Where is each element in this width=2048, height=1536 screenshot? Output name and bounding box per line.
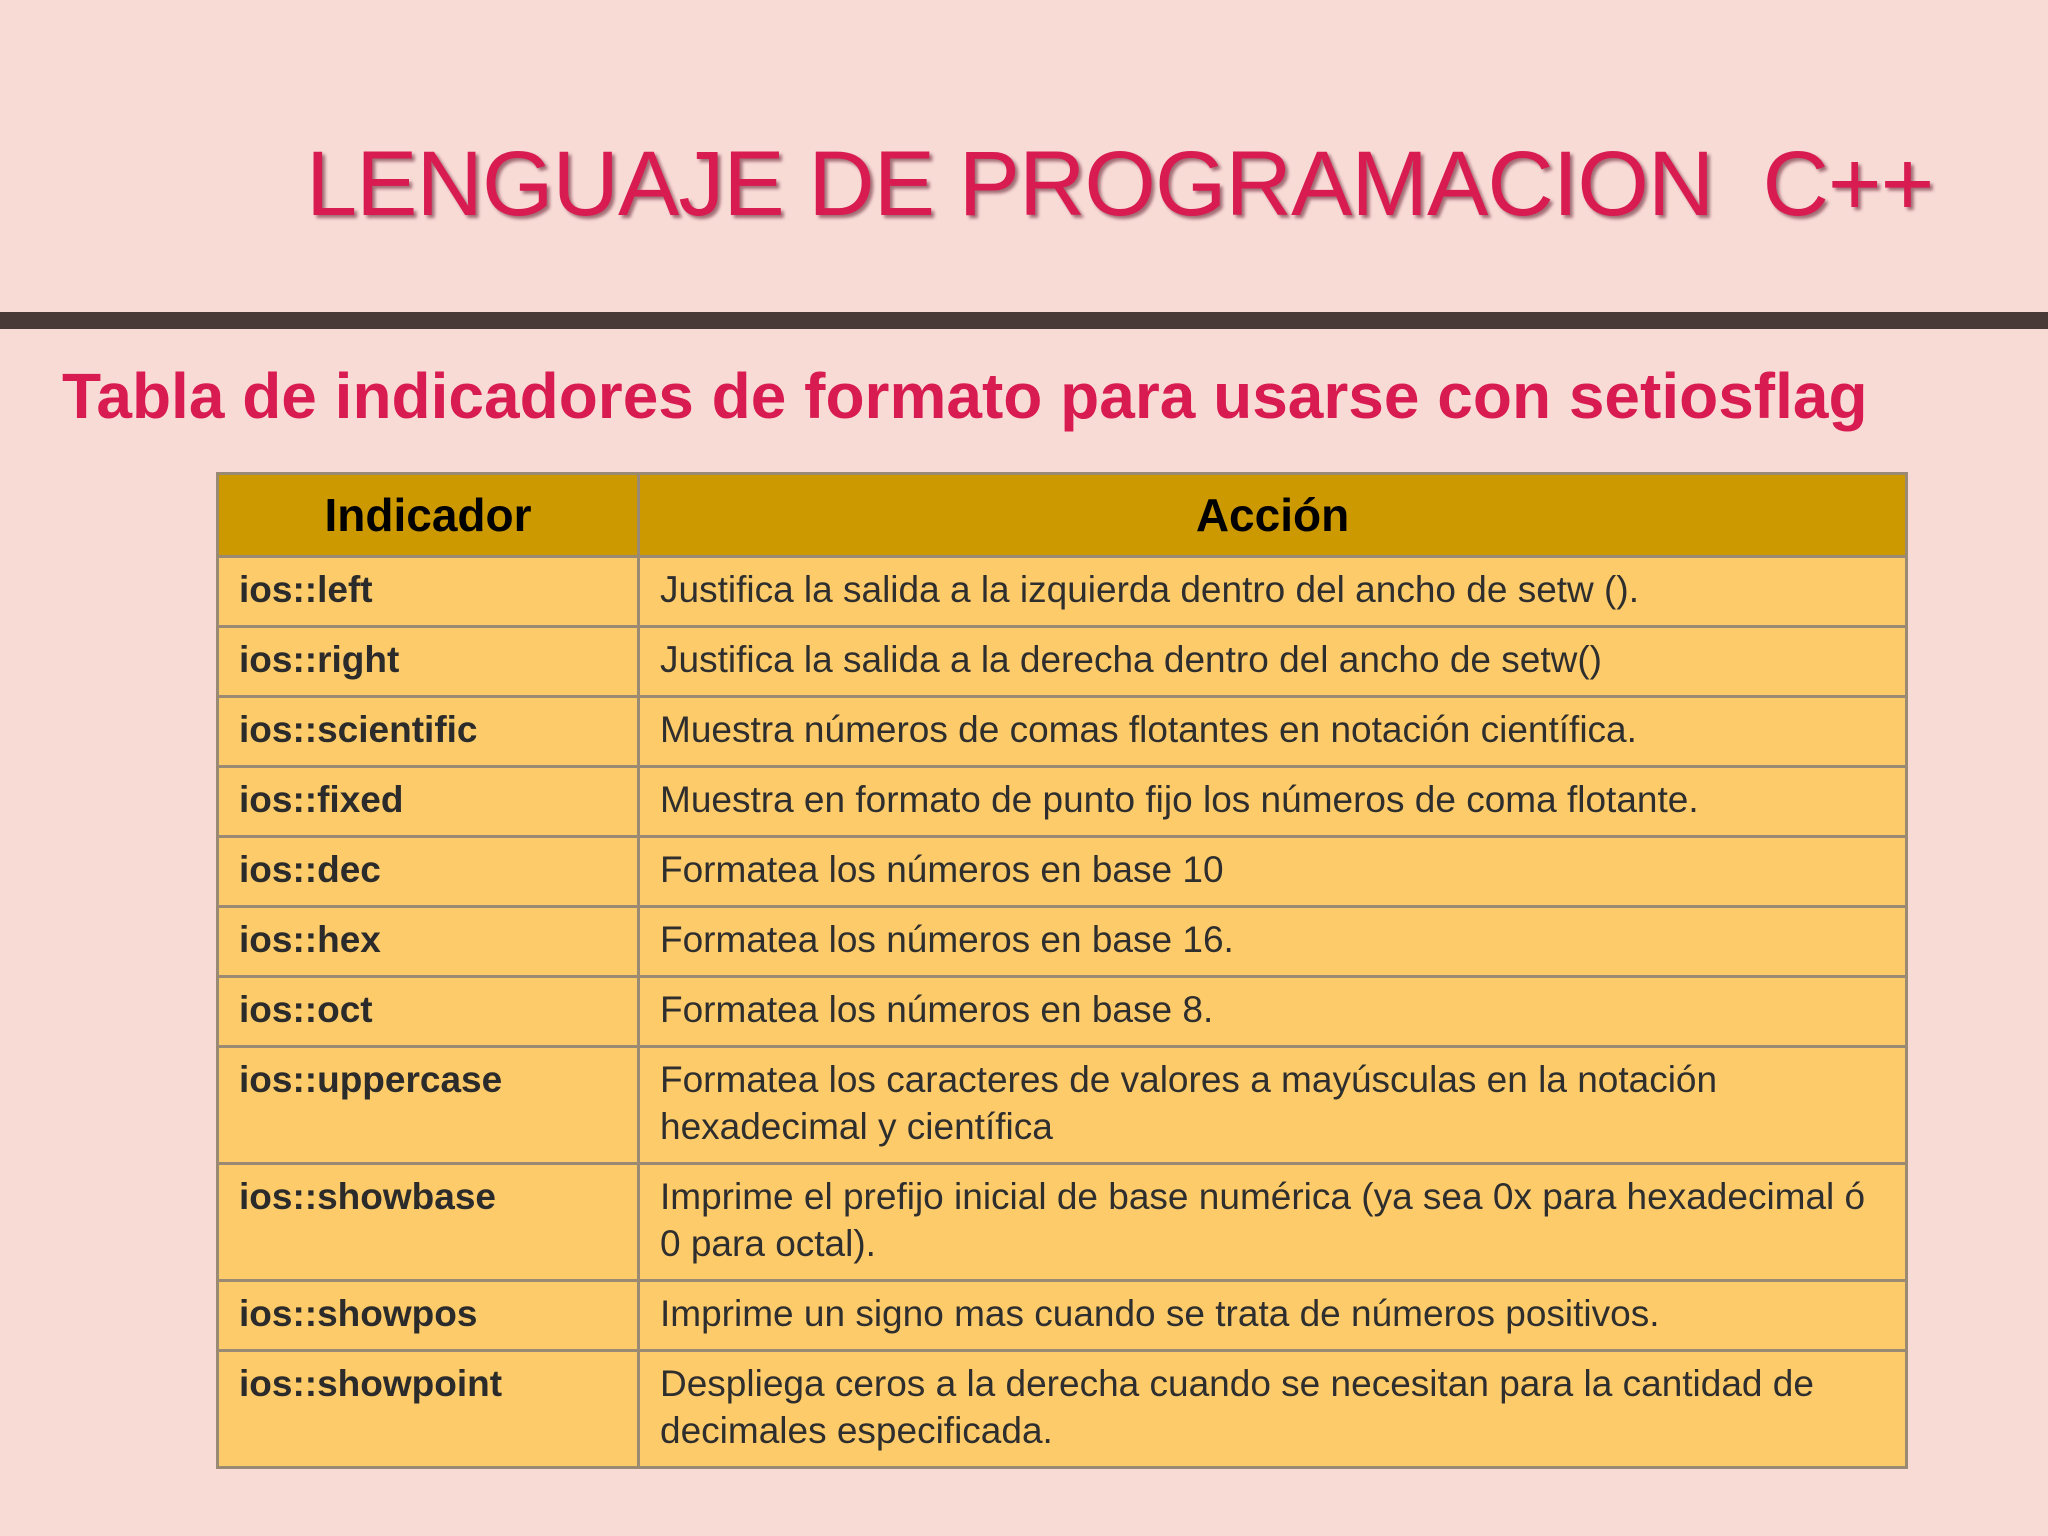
indicator-cell: ios::uppercase <box>218 1047 639 1164</box>
table-row <box>218 627 1907 697</box>
table-header-row <box>218 474 1907 557</box>
table-row <box>218 557 1907 627</box>
title-divider <box>0 312 2048 329</box>
table-heading: Tabla de indicadores de formato para usarse con setiosflag <box>62 360 1868 432</box>
table-row <box>218 697 1907 767</box>
action-cell: Formatea los números en base 8. <box>639 977 1907 1047</box>
indicator-cell: ios::showpos <box>218 1281 639 1351</box>
table-row <box>218 1164 1907 1281</box>
indicator-cell: ios::fixed <box>218 767 639 837</box>
table-row <box>218 1281 1907 1351</box>
action-cell: Imprime el prefijo inicial de base numérica (ya sea 0x para hexadecimal ó 0 para octal). <box>639 1164 1907 1281</box>
indicator-cell: ios::dec <box>218 837 639 907</box>
action-cell: Muestra en formato de punto fijo los números de coma flotante. <box>639 767 1907 837</box>
indicator-cell: ios::hex <box>218 907 639 977</box>
indicator-cell: ios::showbase <box>218 1164 639 1281</box>
header-accion: Acción <box>639 474 1907 557</box>
indicator-cell: ios::left <box>218 557 639 627</box>
indicator-cell: ios::right <box>218 627 639 697</box>
action-cell: Imprime un signo mas cuando se trata de números positivos. <box>639 1281 1907 1351</box>
action-cell: Formatea los números en base 16. <box>639 907 1907 977</box>
table-row <box>218 1351 1907 1468</box>
table-row <box>218 907 1907 977</box>
slide-title: LENGUAJE DE PROGRAMACION C++ <box>306 133 1934 235</box>
action-cell: Justifica la salida a la izquierda dentro del ancho de setw (). <box>639 557 1907 627</box>
table-row <box>218 837 1907 907</box>
table-row <box>218 1047 1907 1164</box>
table-row <box>218 767 1907 837</box>
action-cell: Justifica la salida a la derecha dentro del ancho de setw() <box>639 627 1907 697</box>
format-flags-table <box>216 472 1908 1469</box>
action-cell: Formatea los caracteres de valores a mayúsculas en la notación hexadecimal y científica <box>639 1047 1907 1164</box>
header-indicador: Indicador <box>218 474 639 557</box>
indicator-cell: ios::oct <box>218 977 639 1047</box>
indicator-cell: ios::showpoint <box>218 1351 639 1468</box>
table-row <box>218 977 1907 1047</box>
action-cell: Despliega ceros a la derecha cuando se necesitan para la cantidad de decimales especificada. <box>639 1351 1907 1468</box>
action-cell: Formatea los números en base 10 <box>639 837 1907 907</box>
indicator-cell: ios::scientific <box>218 697 639 767</box>
action-cell: Muestra números de comas flotantes en notación científica. <box>639 697 1907 767</box>
